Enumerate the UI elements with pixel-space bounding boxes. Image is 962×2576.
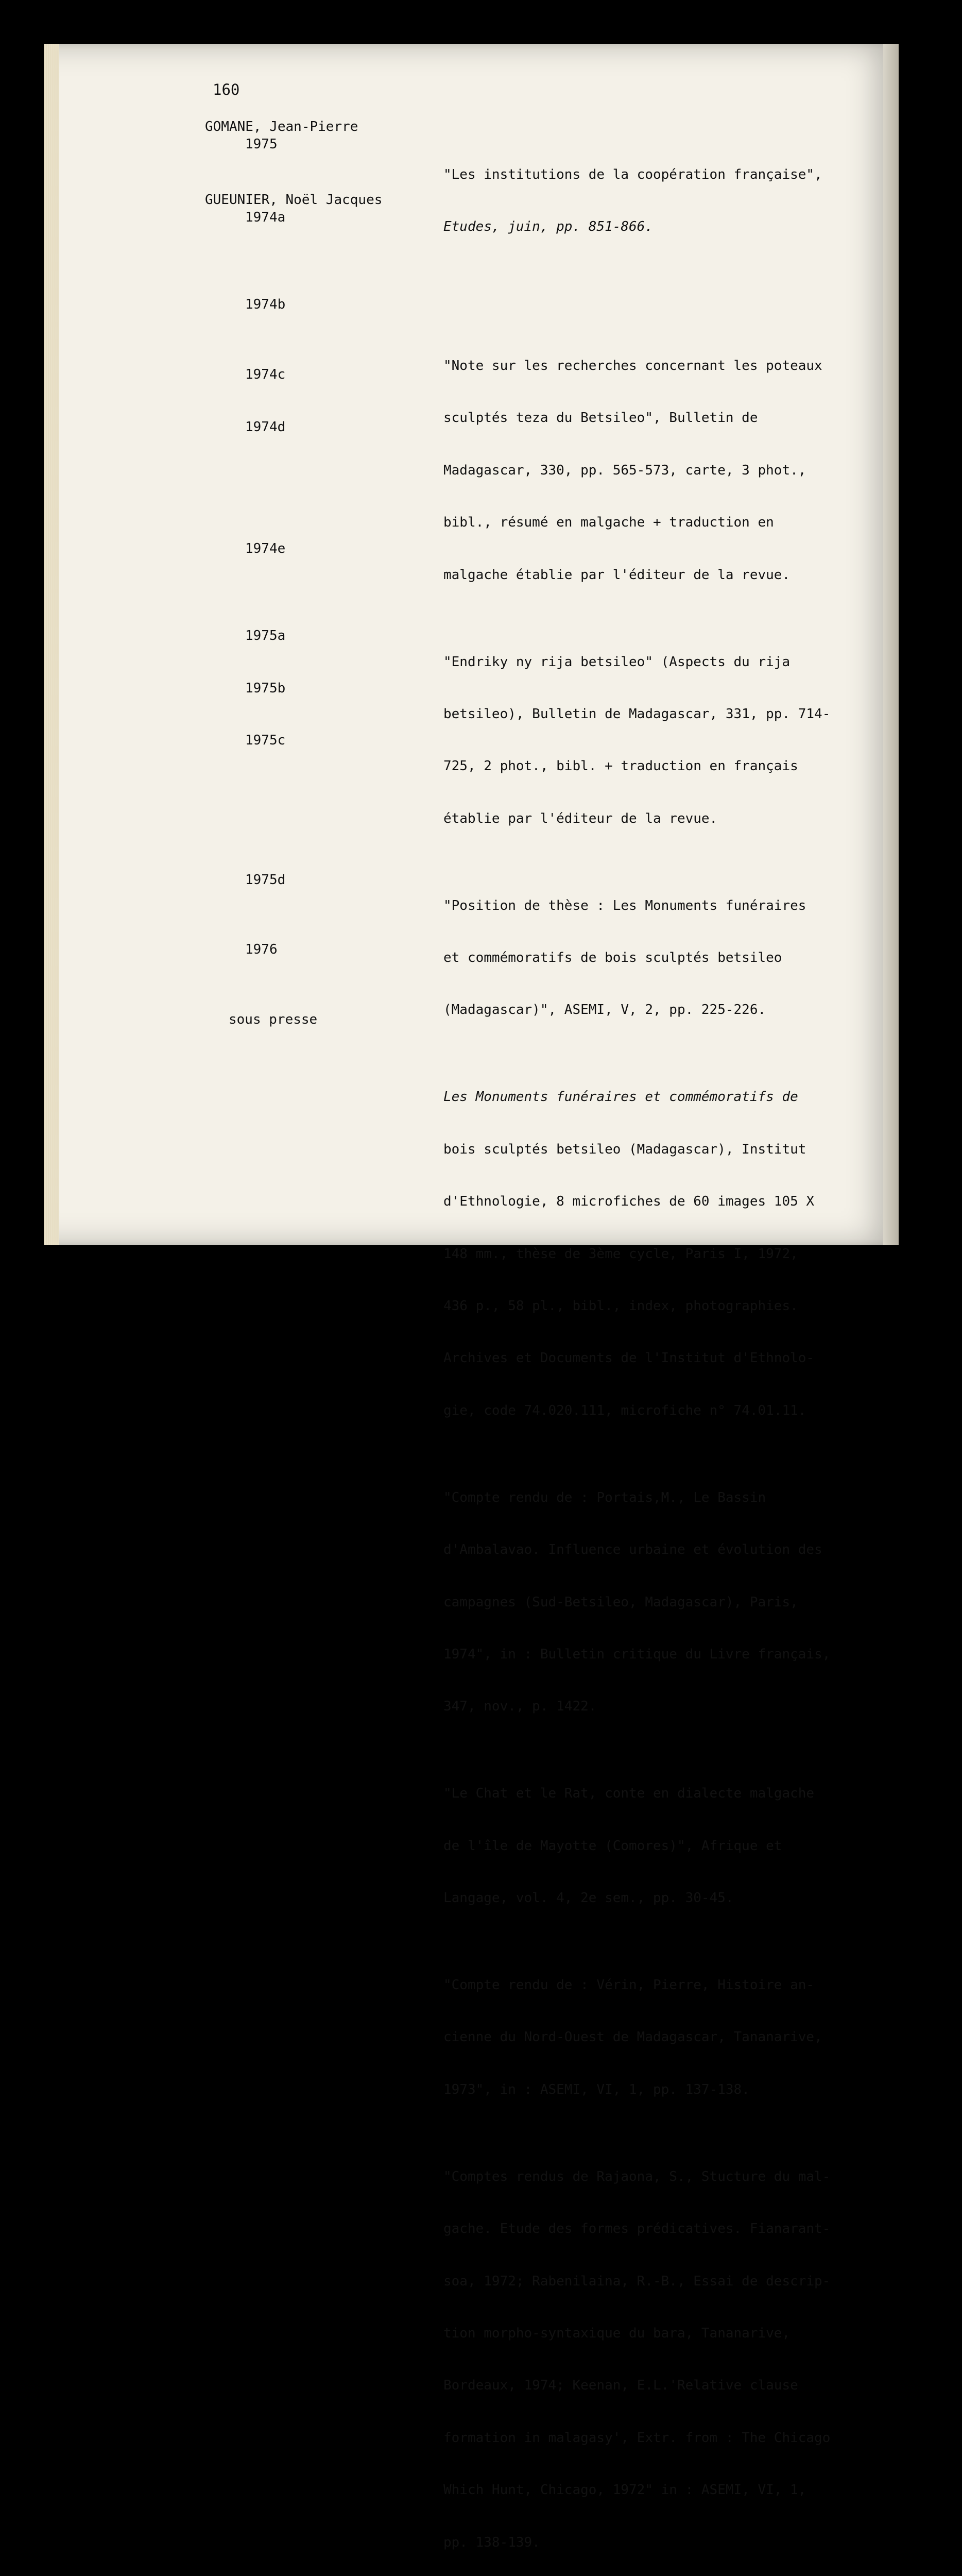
entry-line: d'Ambalavao. Influence urbaine et évolution des bbox=[443, 1542, 822, 1558]
entry-line: bois sculptés betsileo (Madagascar), Institut bbox=[443, 1141, 806, 1157]
year-list bbox=[205, 419, 442, 436]
year-list bbox=[205, 209, 442, 227]
entry-line: Madagascar, 330, pp. 565-573, carte, 3 phot., bbox=[443, 462, 806, 478]
entry-1975-gomane bbox=[443, 131, 866, 270]
year-label: 1974b bbox=[245, 297, 286, 312]
entry-line: établie par l'éditeur de la revue. bbox=[443, 810, 718, 826]
entry-line: gie, code 74.020.111, microfiche n° 74.01.11. bbox=[443, 1402, 806, 1418]
entry-line: Langage, vol. 4, 2e sem., pp. 30-45. bbox=[443, 1890, 734, 1906]
year-label: 1975d bbox=[245, 872, 286, 888]
author-block-gueunier bbox=[205, 192, 442, 209]
year-list bbox=[205, 872, 442, 889]
year-label: 1975a bbox=[245, 628, 286, 643]
entry-line: sculptés teza du Betsileo", Bulletin de bbox=[443, 410, 758, 426]
year-list bbox=[205, 680, 442, 698]
author-name: GUEUNIER, Noël Jacques bbox=[205, 192, 383, 208]
year-label: 1976 bbox=[245, 942, 278, 957]
entry-1974a bbox=[443, 323, 866, 619]
entry-line: gache. Etude des formes prédicatives. Fianarant- bbox=[443, 2221, 831, 2237]
entry-line: malgache établie par l'éditeur de la revue. bbox=[443, 567, 791, 583]
entry-1974c bbox=[443, 862, 866, 1054]
entry-line: formation in malagasy', Extr. from : The Chicago bbox=[443, 2430, 831, 2446]
entry-line: "Comptes rendus de Rajaona, S., Stucture du mal- bbox=[443, 2168, 831, 2184]
entry-line: Les Monuments funéraires et commémoratifs de bbox=[443, 1089, 798, 1105]
entry-line: bibl., résumé en malgache + traduction en bbox=[443, 515, 774, 531]
year-list bbox=[205, 366, 442, 384]
year-label: 1974c bbox=[245, 367, 286, 382]
page-stack-edge bbox=[44, 44, 59, 1245]
entry-line: "Compte rendu de : Portais,M., Le Bassin bbox=[443, 1489, 766, 1505]
year-list bbox=[205, 296, 442, 314]
entry-line: "Les institutions de la coopération française", bbox=[443, 166, 822, 182]
author-name: GOMANE, Jean-Pierre bbox=[205, 119, 358, 134]
entry-line: 1974", in : Bulletin critique du Livre français, bbox=[443, 1646, 831, 1662]
entry-1974b bbox=[443, 619, 866, 862]
entry-1974e bbox=[443, 1454, 866, 1751]
year-list bbox=[205, 540, 442, 558]
year-label: 1975 bbox=[245, 136, 278, 152]
year-list bbox=[205, 628, 442, 645]
entry-1975a bbox=[443, 1751, 866, 1942]
entry-line: "Endriky ny rija betsileo" (Aspects du rija bbox=[443, 654, 791, 670]
binding-shadow bbox=[883, 44, 899, 1245]
year-label: 1974e bbox=[245, 541, 286, 556]
year-list bbox=[205, 941, 442, 959]
entry-line: 725, 2 phot., bibl. + traduction en français bbox=[443, 758, 798, 774]
year-label: 1975b bbox=[245, 681, 286, 696]
entry-line: "Note sur les recherches concernant les poteaux bbox=[443, 358, 822, 374]
year-label: sous presse bbox=[229, 1012, 318, 1027]
entry-line: betsileo), Bulletin de Madagascar, 331, pp. 714- bbox=[443, 706, 831, 722]
entry-line: cienne du Nord-Ouest de Madagascar, Tananarive, bbox=[443, 2029, 822, 2045]
entry-1974d bbox=[443, 1054, 866, 1454]
author-year-column bbox=[205, 118, 442, 154]
year-label: 1974d bbox=[245, 419, 286, 435]
page-number: 160 bbox=[213, 81, 240, 98]
entry-line: "Position de thèse : Les Monuments funéraires bbox=[443, 897, 806, 913]
year-label: 1975c bbox=[245, 733, 286, 748]
entry-line: Bordeaux, 1974; Keenan, E.L.'Relative clause bbox=[443, 2378, 798, 2394]
entry-line: "Compte rendu de : Vérin, Pierre, Histoire an- bbox=[443, 1977, 815, 1993]
entry-line: d'Ethnologie, 8 microfiches de 60 images 105 X bbox=[443, 1194, 815, 1210]
entry-line: (Madagascar)", ASEMI, V, 2, pp. 225-226. bbox=[443, 1002, 766, 1018]
year-label: 1974a bbox=[245, 210, 286, 225]
entry-line: pp. 138-139. bbox=[443, 2534, 540, 2550]
entry-line: soa, 1972; Rabenilaina, R.-B., Essai de descrip- bbox=[443, 2273, 831, 2289]
year-list bbox=[205, 732, 442, 750]
entry-line: de l'île de Mayotte (Comores)", Afrique et bbox=[443, 1838, 782, 1854]
entry-line: Etudes, juin, pp. 851-866. bbox=[443, 218, 653, 234]
entry-line: Which Hunt, Chicago, 1972" in : ASEMI, VI, 1, bbox=[443, 2482, 806, 2498]
entry-line: 347, nov., p. 1422. bbox=[443, 1699, 597, 1715]
author-block-gomane bbox=[205, 118, 442, 154]
entry-line: tion morpho-syntaxique du bara, Tananarive, bbox=[443, 2326, 791, 2342]
entry-1975b bbox=[443, 1942, 866, 2133]
entries-column bbox=[443, 131, 866, 2576]
entry-line: 1973", in : ASEMI, VI, 1, pp. 137-138. bbox=[443, 2081, 750, 2097]
year-list bbox=[205, 1011, 442, 1029]
entry-line: 148 mm., thèse de 3ème cycle, Paris I, 1972, bbox=[443, 1246, 798, 1262]
entry-line: campagnes (Sud-Betsileo, Madagascar), Paris, bbox=[443, 1594, 798, 1610]
entry-line: "Le Chat et le Rat, conte en dialecte malgache bbox=[443, 1786, 815, 1802]
entry-line: Archives et Documents de l'Institut d'Ethnolo- bbox=[443, 1350, 815, 1366]
entry-1975c bbox=[443, 2133, 866, 2576]
entry-line: et commémoratifs de bois sculptés betsileo bbox=[443, 950, 782, 966]
entry-line: 436 p., 58 pl., bibl., index, photographies. bbox=[443, 1298, 798, 1314]
